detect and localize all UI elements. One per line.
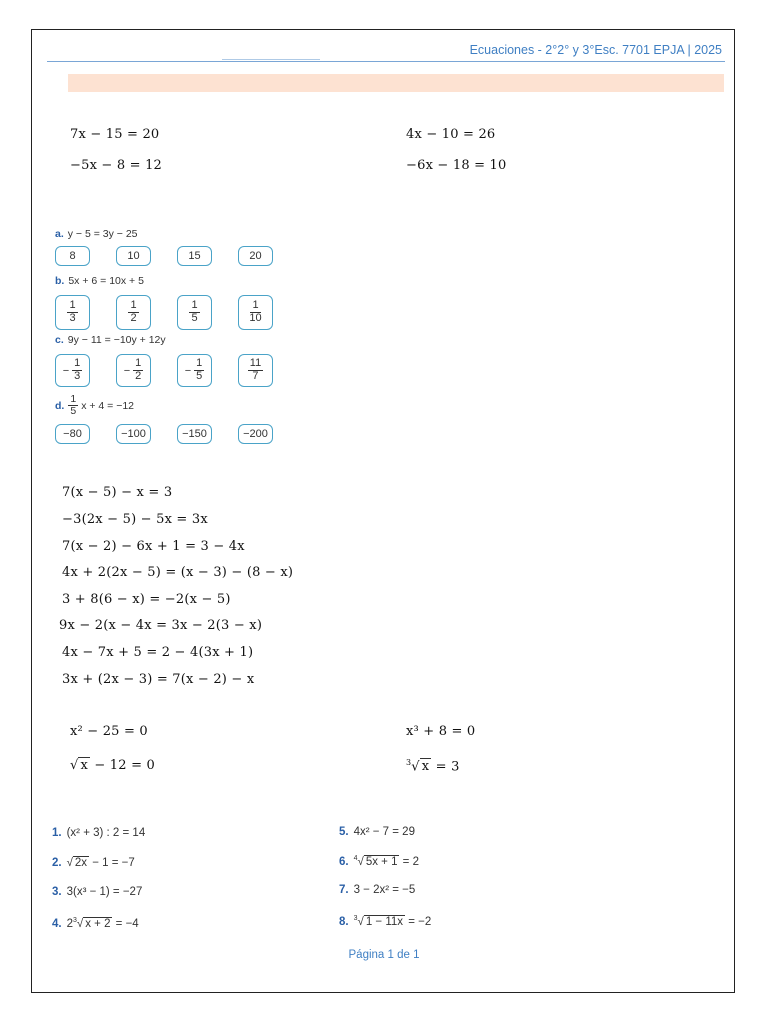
problem-6: 6. $^4$√ 5x + 1 = 2 (339, 855, 419, 868)
fraction-denominator: 2 (130, 312, 137, 324)
option-d-4[interactable]: −200 (238, 424, 273, 444)
fraction-denominator: 5 (191, 312, 198, 324)
option-a-3[interactable]: 15 (177, 246, 212, 266)
fraction-denominator: 5 (196, 370, 203, 382)
problem-4: 4. $2^3√$ x + 2 = −4 (52, 917, 139, 930)
fraction-numerator: 1 (252, 299, 259, 312)
option-c-3[interactable] (177, 354, 212, 387)
radicand: 5x + 1 (365, 855, 398, 868)
problem-text: 4x² − 7 = 29 (353, 826, 415, 838)
problem-text: 3(x³ − 1) = −27 (66, 886, 143, 898)
equation-4-1: x² − 25 = 0 (70, 724, 148, 739)
fraction-numerator: 11 (249, 357, 262, 370)
problem-rest: = −2 (405, 915, 432, 928)
option-a-4[interactable]: 20 (238, 246, 273, 266)
option-d-2[interactable]: −100 (116, 424, 151, 444)
radicand: x (80, 758, 89, 773)
equation-1-3: 4x − 10 = 26 (406, 127, 496, 142)
problem-number: 6. (339, 855, 349, 868)
minus-sign: − (123, 364, 131, 377)
problem-7 (339, 884, 415, 896)
fraction-denominator: 5 (70, 405, 77, 418)
problem-number: 7. (339, 884, 349, 896)
problem-number: 8. (339, 915, 349, 928)
problem-number: 1. (52, 827, 62, 839)
highlight-band (68, 74, 724, 92)
radicand: x + 2 (85, 917, 111, 930)
problem-number: 2. (52, 857, 62, 869)
problem-rest: − 1 = −7 (89, 857, 135, 869)
equation-3-4: 4x + 2(2x − 5) = (x − 3) − (8 − x) (62, 565, 294, 580)
exercise-d (55, 394, 134, 417)
exercise-letter: b. (55, 275, 65, 287)
fraction-denominator: 3 (69, 312, 76, 324)
exercise-equation: x + 4 = −12 (81, 399, 135, 412)
option-b-4[interactable] (238, 295, 273, 330)
fraction-numerator: 1 (191, 299, 198, 312)
option-d-3[interactable]: −150 (177, 424, 212, 444)
equation-4-3: √ x − 12 = 0 (70, 758, 155, 773)
header-rule (47, 61, 725, 62)
equation-3-7: 4x − 7x + 5 = 2 − 4(3x + 1) (62, 645, 254, 660)
equation-3-5: 3 + 8(6 − x) = −2(x − 5) (62, 592, 231, 607)
root-index: 4 (353, 855, 358, 862)
option-c-2[interactable] (116, 354, 151, 387)
problem-number: 4. (52, 917, 62, 930)
problem-rest: = 2 (399, 855, 419, 868)
equation-3-8: 3x + (2x − 3) = 7(x − 2) − x (62, 672, 255, 687)
radicand: 1 − 11x (365, 915, 404, 928)
problem-1 (52, 827, 145, 839)
problem-text: 3 − 2x² = −5 (353, 884, 416, 896)
exercise-b (55, 275, 144, 287)
equation-1-4: −6x − 18 = 10 (406, 158, 507, 173)
exercise-equation: 5x + 6 = 10x + 5 (68, 275, 144, 287)
minus-sign: − (184, 364, 192, 377)
problem-2: 2. √ 2x − 1 = −7 (52, 857, 135, 869)
page-border (31, 29, 735, 993)
equation-3-1: 7(x − 5) − x = 3 (62, 485, 173, 500)
fraction-denominator: 2 (135, 370, 142, 382)
root-index: 3 (73, 917, 77, 924)
fraction-numerator: 1 (130, 299, 137, 312)
option-a-2[interactable]: 10 (116, 246, 151, 266)
root-index: 3 (406, 758, 412, 767)
coefficient: 2 (66, 917, 73, 930)
option-d-1[interactable]: −80 (55, 424, 90, 444)
exercise-letter: d. (55, 399, 65, 412)
equation-3-6: 9x − 2(x − 4x = 3x − 2(3 − x) (59, 618, 263, 633)
problem-rest: = −4 (112, 917, 139, 930)
option-b-2[interactable] (116, 295, 151, 330)
fraction-numerator: 1 (69, 299, 76, 312)
fraction-numerator: 1 (70, 393, 77, 405)
page-footer: Página 1 de 1 (348, 949, 420, 961)
radicand: x (421, 759, 430, 775)
exercise-letter: c. (55, 334, 64, 346)
fraction-denominator: 7 (252, 370, 259, 382)
equation-3-2: −3(2x − 5) − 5x = 3x (62, 512, 208, 527)
option-a-1[interactable]: 8 (55, 246, 90, 266)
exercise-letter: a. (55, 228, 64, 240)
minus-sign: − (62, 364, 70, 377)
radicand: 2x (74, 857, 88, 869)
problem-number: 5. (339, 826, 349, 838)
exercise-equation: 9y − 11 = −10y + 12y (67, 334, 166, 346)
problem-5 (339, 826, 415, 838)
equation-3-3: 7(x − 2) − 6x + 1 = 3 − 4x (62, 539, 245, 554)
fraction-numerator: 1 (74, 357, 81, 370)
exercise-equation: y − 5 = 3y − 25 (67, 228, 138, 240)
option-b-1[interactable] (55, 295, 90, 330)
fraction-numerator: 1 (135, 357, 142, 370)
equation-rest: − 12 = 0 (90, 758, 155, 773)
equation-rest: = 3 (431, 759, 460, 775)
problem-3 (52, 886, 142, 898)
document-header: Ecuaciones - 2°2° y 3°Esc. 7701 EPJA | 2025 (469, 43, 722, 57)
exercise-c (55, 334, 166, 346)
equation-1-2: −5x − 8 = 12 (70, 158, 163, 173)
fraction-denominator: 10 (249, 312, 262, 324)
option-c-1[interactable] (55, 354, 90, 387)
problem-number: 3. (52, 886, 62, 898)
root-index: 3 (353, 915, 358, 922)
problem-8: 8. $^3$√ 1 − 11x = −2 (339, 915, 432, 928)
header-rule-accent (222, 59, 320, 60)
option-b-3[interactable] (177, 295, 212, 330)
equation-4-4: $^3$√ x = 3 (406, 758, 460, 775)
option-c-4[interactable] (238, 354, 273, 387)
exercise-a (55, 228, 138, 240)
fraction-denominator: 3 (74, 370, 81, 382)
equation-4-2: x³ + 8 = 0 (406, 724, 476, 739)
fraction-numerator: 1 (196, 357, 203, 370)
problem-text: (x² + 3) : 2 = 14 (66, 827, 146, 839)
equation-1-1: 7x − 15 = 20 (70, 127, 160, 142)
